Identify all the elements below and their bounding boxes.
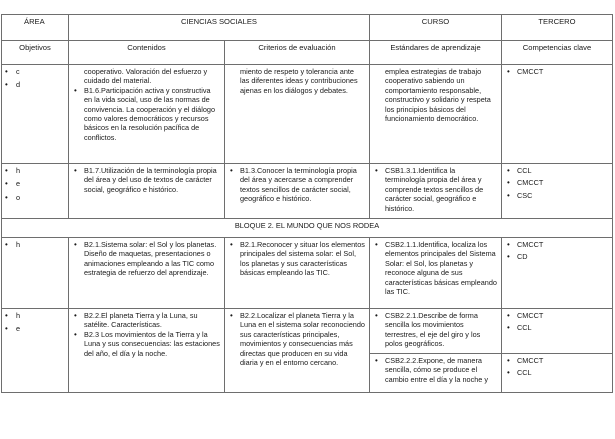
criterios-cell (225, 65, 370, 164)
objetivos-cell (2, 309, 69, 393)
bloque-row (2, 219, 613, 238)
contenidos-cell (69, 164, 225, 219)
competencias-cell (502, 238, 613, 309)
competencia-item: • CMCCT (506, 67, 608, 76)
competencia-item: • CMCCT (506, 356, 608, 365)
objetivos-cell (2, 65, 69, 164)
subject-title: CIENCIAS SOCIALES (69, 15, 370, 41)
contenido-item: • B2.2.El planeta Tierra y la Luna, su satélite. Características. (73, 311, 220, 330)
criterio-item: • B1.3.Conocer la terminología propia del área y acercarse a comprender textos sencillos de carácter social, geográfico e histórico. (229, 166, 365, 204)
competencia-item: • CSC (506, 191, 608, 200)
contenidos-cell (69, 238, 225, 309)
competencia-item: • CMCCT (506, 240, 608, 249)
criterios-cell (225, 238, 370, 309)
table-row (2, 309, 613, 354)
criterio-continuation: miento de respeto y tolerancia ante las diferentes ideas y contribuciones ajenas en los diálogos y debates. (240, 67, 358, 95)
competencia-item: • CCL (506, 166, 608, 175)
competencias-cell (502, 309, 613, 354)
curriculum-table (1, 14, 613, 393)
objetivo-item: • d (6, 80, 64, 89)
column-estandares: Estándares de aprendizaje (370, 41, 502, 65)
contenidos-cell (69, 65, 225, 164)
column-objetivos: Objetivos (2, 41, 69, 65)
header-row (2, 15, 613, 41)
objetivo-item: • e (6, 324, 64, 333)
contenido-item: • B1.6.Participación activa y constructiva en la vida social, uso de las normas de convivencia. La cooperación y el diálogo como valores democráticos y recursos básicos en la resolución pacífica de conflictos. (73, 86, 220, 142)
column-competencias: Competencias clave (502, 41, 613, 65)
contenido-item: • B2.3 Los movimientos de la Tierra y la Luna y sus consecuencias: las estaciones del año, el día y la noche. (73, 330, 220, 358)
column-criterios: Criterios de evaluación (225, 41, 370, 65)
table-row (2, 164, 613, 219)
estandares-cell (370, 65, 502, 164)
table-row (2, 65, 613, 164)
estandares-cell (370, 354, 502, 393)
estandar-continuation: emplea estrategias de trabajo cooperativo sabiendo un comportamiento responsable, constructivo y solidario y respeta los principios básicos del funcionamiento democrático. (385, 67, 491, 124)
competencias-cell (502, 164, 613, 219)
criterio-item: • B2.2.Localizar el planeta Tierra y la Luna en el sistema solar reconociendo sus características principales, movimientos y consecuencias más directas que producen en su vida diaria y en el entorno cercano. (229, 311, 365, 367)
competencia-item: • CCL (506, 323, 608, 332)
objetivo-item: • h (6, 166, 64, 175)
competencia-item: • CMCCT (506, 311, 608, 320)
objetivos-cell (2, 238, 69, 309)
curso-label: CURSO (370, 15, 502, 41)
area-label: ÁREA (2, 15, 69, 41)
criterio-item: • B2.1.Reconocer y situar los elementos principales del sistema solar: el Sol, los planetas y sus características básicas empleando las TIC. (229, 240, 365, 278)
objetivo-item: • c (6, 67, 64, 76)
objetivos-cell (2, 164, 69, 219)
contenido-item: • B2.1.Sistema solar: el Sol y los planetas. Diseño de maquetas, presentaciones o animaciones empleando a las TIC como estrategia de refuerzo del aprendizaje. (73, 240, 220, 278)
competencia-item: • CMCCT (506, 178, 608, 187)
objetivo-item: • e (6, 179, 64, 188)
objetivo-item: • o (6, 193, 64, 202)
objetivo-item: • h (6, 311, 64, 320)
tercero-label: TERCERO (502, 15, 613, 41)
contenido-continuation: cooperativo. Valoración del esfuerzo y cuidado del material. (84, 67, 208, 86)
estandar-item: • CSB1.3.1.Identifica la terminología propia del área y comprende textos sencillos de carácter social, geográfico e histórico. (374, 166, 497, 213)
estandar-item: • CSB2.2.2.Expone, de manera sencilla, cómo se produce el cambio entre el día y la noche y (374, 356, 497, 384)
estandares-cell (370, 238, 502, 309)
bloque-title: BLOQUE 2. EL MUNDO QUE NOS RODEA (2, 219, 613, 238)
estandar-item: • CSB2.2.1.Describe de forma sencilla los movimientos terrestres, el eje del giro y los polos geográficos. (374, 311, 497, 349)
competencias-cell (502, 354, 613, 393)
estandar-item: • CSB2.1.1.Identifica, localiza los elementos principales del Sistema Solar: el Sol, los planetas y reconoce alguna de sus características básicas empleando las TIC. (374, 240, 497, 296)
estandares-cell (370, 164, 502, 219)
criterios-cell (225, 164, 370, 219)
estandares-cell (370, 309, 502, 354)
competencia-item: • CCL (506, 368, 608, 377)
table-row (2, 238, 613, 309)
contenido-item: • B1.7.Utilización de la terminología propia del área y del uso de textos de carácter social, geográfico e histórico. (73, 166, 220, 194)
competencia-item: • CD (506, 252, 608, 261)
column-header-row (2, 41, 613, 65)
column-contenidos: Contenidos (69, 41, 225, 65)
competencias-cell (502, 65, 613, 164)
objetivo-item: • h (6, 240, 64, 249)
criterios-cell (225, 309, 370, 393)
contenidos-cell (69, 309, 225, 393)
